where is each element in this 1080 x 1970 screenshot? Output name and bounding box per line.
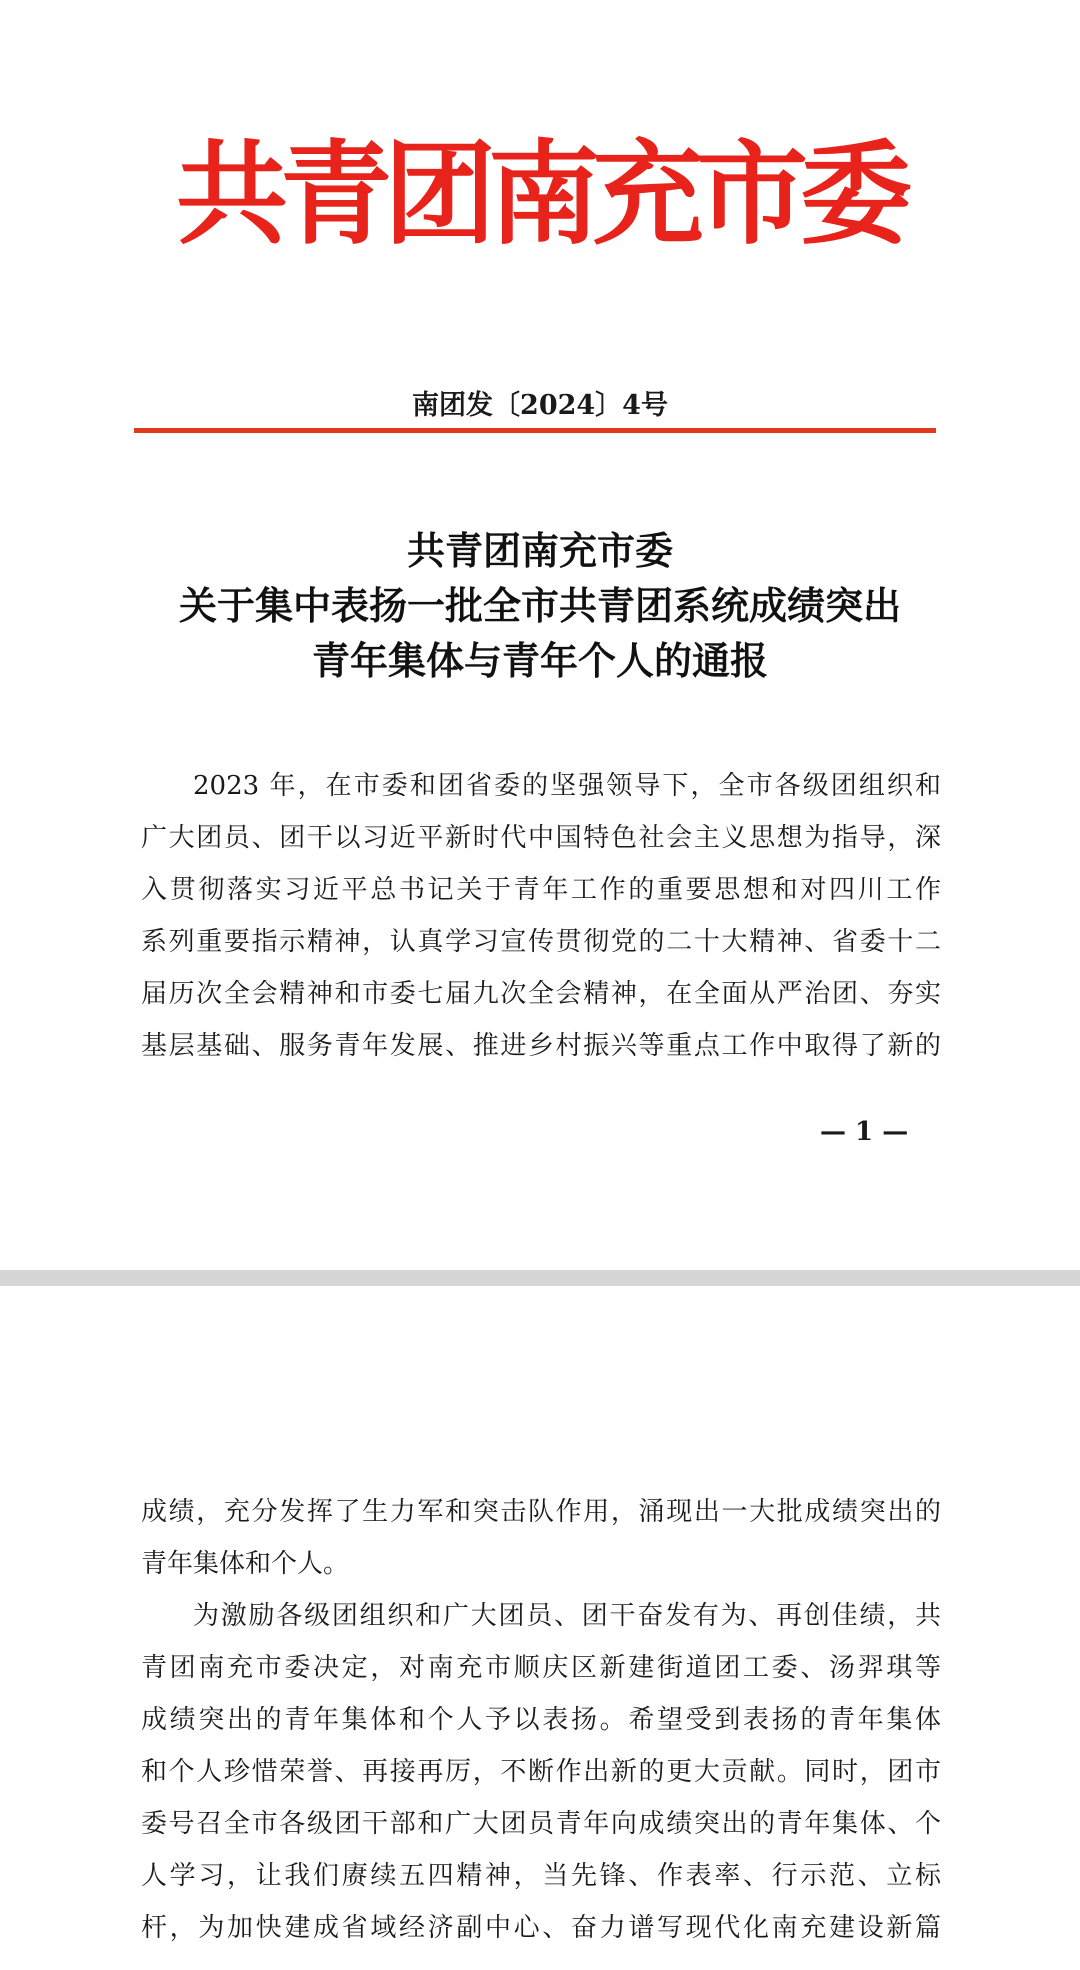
body-line: 2023 年，在市委和团省委的坚强领导下，全市各级团组织和 [193,771,941,801]
body-line: 系列重要指示精神，认真学习宣传贯彻党的二十大精神、省委十二 [141,927,941,957]
title-line-3: 青年集体与青年个人的通报 [311,639,768,683]
body-line: 青年集体和个人。 [141,1549,350,1579]
notice-title [0,524,1080,689]
body-line: 青团南充市委决定，对南充市顺庆区新建街道团工委、汤羿琪等 [141,1653,941,1683]
body-line: 杆，为加快建成省域经济副中心、奋力谱写现代化南充建设新篇 [141,1913,941,1943]
body-line: 广大团员、团干以习近平新时代中国特色社会主义思想为指导，深 [141,823,941,853]
body-line: 基层基础、服务青年发展、推进乡村振兴等重点工作中取得了新的 [141,1031,941,1061]
body-paragraph-1 [141,760,941,1072]
title-line-1: 共青团南充市委 [406,529,673,573]
title-line-2: 关于集中表扬一批全市共青团系统成绩突出 [178,584,901,628]
body-line: 届历次全会精神和市委七届九次全会精神，在全面从严治团、夯实 [141,979,941,1009]
red-divider-line [134,428,936,433]
body-line: 成绩突出的青年集体和个人予以表扬。希望受到表扬的青年集体 [141,1705,941,1735]
body-line: 成绩，充分发挥了生力军和突击队作用，涌现出一大批成绩突出的 [141,1497,941,1527]
page-separator [0,1270,1080,1286]
body-line: 和个人珍惜荣誉、再接再厉，不断作出新的更大贡献。同时，团市 [141,1757,941,1787]
body-line: 委号召全市各级团干部和广大团员青年向成绩突出的青年集体、个 [141,1809,941,1839]
body-line: 入贯彻落实习近平总书记关于青年工作的重要思想和对四川工作 [141,875,941,905]
body-line: 为激励各级团组织和广大团员、团干奋发有为、再创佳绩，共 [193,1601,941,1631]
masthead-title: 共青团南充市委 [176,130,904,260]
page-number: — 1 — [820,1117,909,1147]
document-number: 南团发〔2024〕4号 [412,390,668,421]
body-line: 人学习，让我们赓续五四精神，当先锋、作表率、行示范、立标 [141,1861,941,1891]
body-paragraph-2 [141,1486,941,1954]
